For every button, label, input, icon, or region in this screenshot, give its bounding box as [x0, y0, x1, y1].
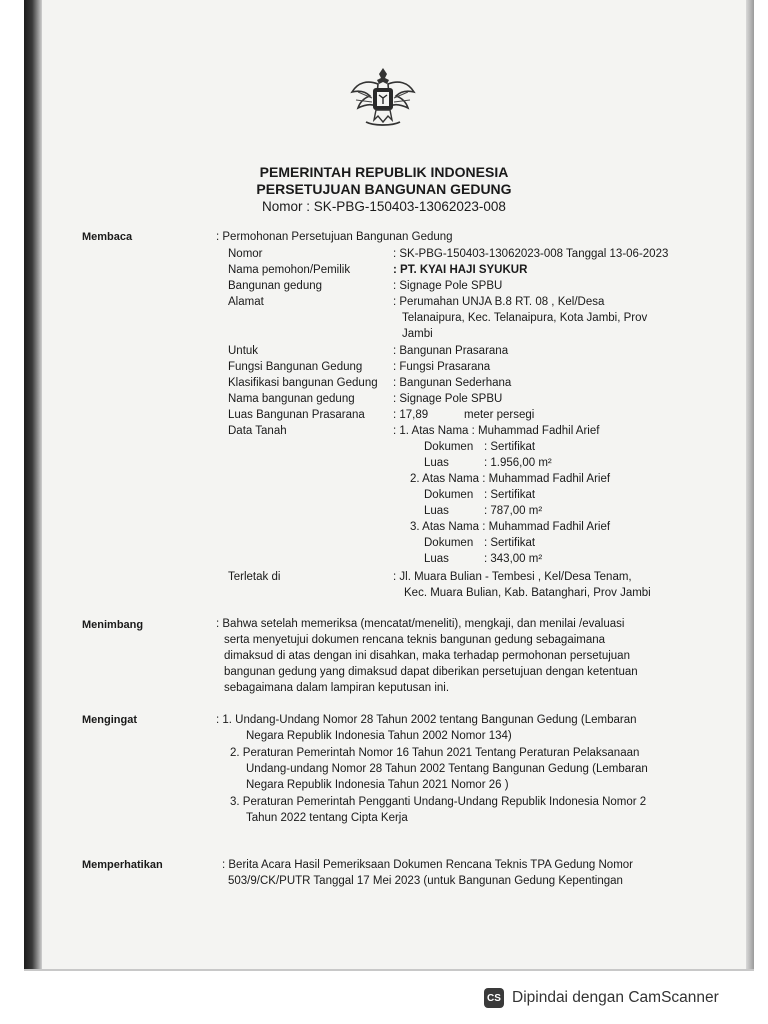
mengingat-line: Negara Republik Indonesia Tahun 2021 Nomor 26 ) [246, 779, 509, 791]
mengingat-line: 3. Peraturan Pemerintah Pengganti Undang-Undang Republik Indonesia Nomor 2 [230, 796, 647, 808]
alamat-continuation: Jambi [402, 328, 433, 340]
section-label-menimbang: Menimbang [82, 619, 144, 631]
field-value: : Bangunan Sederhana [393, 377, 512, 389]
field-label: Alamat [228, 296, 264, 308]
menimbang-line: sebagaimana dalam lampiran keputusan ini. [224, 682, 450, 694]
garuda-emblem-icon [348, 62, 418, 130]
section-label-memperhatikan: Memperhatikan [82, 859, 163, 871]
tanah-luas-value: : 1.956,00 m² [484, 457, 552, 469]
field-label: Untuk [228, 345, 259, 357]
field-value: : 1. Atas Nama : Muhammad Fadhil Arief [393, 425, 600, 437]
field-label: Nama bangunan gedung [228, 393, 355, 405]
section-label-membaca: Membaca [82, 231, 133, 243]
tanah-luas-value: : 787,00 m² [484, 505, 543, 517]
field-value: : Fungsi Prasarana [393, 361, 491, 373]
field-label: Terletak di [228, 571, 281, 583]
camscanner-label: Dipindai dengan CamScanner [512, 989, 719, 1006]
tanah-dokumen-value: : Sertifikat [484, 441, 536, 453]
tanah-luas-label: Luas [424, 505, 449, 517]
scan-left-edge [24, 0, 42, 970]
tanah-luas-value: : 343,00 m² [484, 553, 543, 565]
tanah-luas-label: Luas [424, 553, 449, 565]
field-label: Fungsi Bangunan Gedung [228, 361, 363, 373]
mengingat-line: Undang-undang Nomor 28 Tahun 2002 Tentang Bangunan Gedung (Lembaran [246, 763, 648, 775]
field-label: Bangunan gedung [228, 280, 323, 292]
scan-right-edge [746, 0, 754, 970]
membaca-intro: : Permohonan Persetujuan Bangunan Gedung [216, 231, 453, 243]
field-value: : 17,89 [393, 409, 429, 421]
field-label: Luas Bangunan Prasarana [228, 409, 365, 421]
field-value: : Jl. Muara Bulian - Tembesi , Kel/Desa Tenam, [393, 571, 632, 583]
camscanner-watermark [470, 983, 748, 1013]
menimbang-line: bangunan gedung yang dimaksud dapat diberikan persetujuan dengan ketentuan [224, 666, 638, 678]
tanah-luas-label: Luas [424, 457, 449, 469]
mengingat-line: : 1. Undang-Undang Nomor 28 Tahun 2002 tentang Bangunan Gedung (Lembaran [216, 714, 637, 726]
field-value: : Perumahan UNJA B.8 RT. 08 , Kel/Desa [393, 296, 605, 308]
alamat-continuation: Telanaipura, Kec. Telanaipura, Kota Jambi, Prov [402, 312, 648, 324]
field-label: Nomor [228, 248, 263, 260]
luas-unit: meter persegi [464, 409, 535, 421]
camscanner-logo-icon: CS [484, 988, 504, 1008]
field-value: : Signage Pole SPBU [393, 280, 503, 292]
field-label: Data Tanah [228, 425, 287, 437]
tanah-dokumen-value: : Sertifikat [484, 489, 536, 501]
field-value: : SK-PBG-150403-13062023-008 Tanggal 13-06-2023 [393, 248, 669, 260]
page-bottom-edge [24, 969, 754, 971]
menimbang-line: : Bahwa setelah memeriksa (mencatat/meneliti), mengkaji, dan menilai /evaluasi [216, 618, 625, 630]
memperhatikan-line: 503/9/CK/PUTR Tanggal 17 Mei 2023 (untuk Bangunan Gedung Kepentingan [228, 875, 623, 887]
memperhatikan-line: : Berita Acara Hasil Pemeriksaan Dokumen Rencana Teknis TPA Gedung Nomor [222, 859, 634, 871]
tanah-dokumen-label: Dokumen [424, 441, 474, 453]
tanah-dokumen-value: : Sertifikat [484, 537, 536, 549]
document-title-line-1: PEMERINTAH REPUBLIK INDONESIA [259, 164, 509, 180]
field-value: : Signage Pole SPBU [393, 393, 503, 405]
tanah-atas-nama: 3. Atas Nama : Muhammad Fadhil Arief [410, 521, 611, 533]
mengingat-line: Negara Republik Indonesia Tahun 2002 Nomor 134) [246, 730, 512, 742]
menimbang-line: dimaksud di atas dengan ini disahkan, maka terhadap permohonan persetujuan [224, 650, 630, 662]
tanah-dokumen-label: Dokumen [424, 489, 474, 501]
document-number: Nomor : SK-PBG-150403-13062023-008 [262, 199, 506, 214]
terletak-continuation: Kec. Muara Bulian, Kab. Batanghari, Prov Jambi [404, 587, 651, 599]
field-value: : PT. KYAI HAJI SYUKUR [393, 264, 528, 276]
document-title-line-2: PERSETUJUAN BANGUNAN GEDUNG [256, 181, 512, 197]
tanah-atas-nama: 2. Atas Nama : Muhammad Fadhil Arief [410, 473, 611, 485]
section-label-mengingat: Mengingat [82, 714, 137, 726]
field-value: : Bangunan Prasarana [393, 345, 509, 357]
field-label: Nama pemohon/Pemilik [228, 264, 351, 276]
field-label: Klasifikasi bangunan Gedung [228, 377, 378, 389]
tanah-dokumen-label: Dokumen [424, 537, 474, 549]
menimbang-line: serta menyetujui dokumen rencana teknis bangunan gedung sebagaimana [224, 634, 606, 646]
mengingat-line: 2. Peraturan Pemerintah Nomor 16 Tahun 2021 Tentang Peraturan Pelaksanaan [230, 747, 640, 759]
mengingat-line: Tahun 2022 tentang Cipta Kerja [246, 812, 408, 824]
